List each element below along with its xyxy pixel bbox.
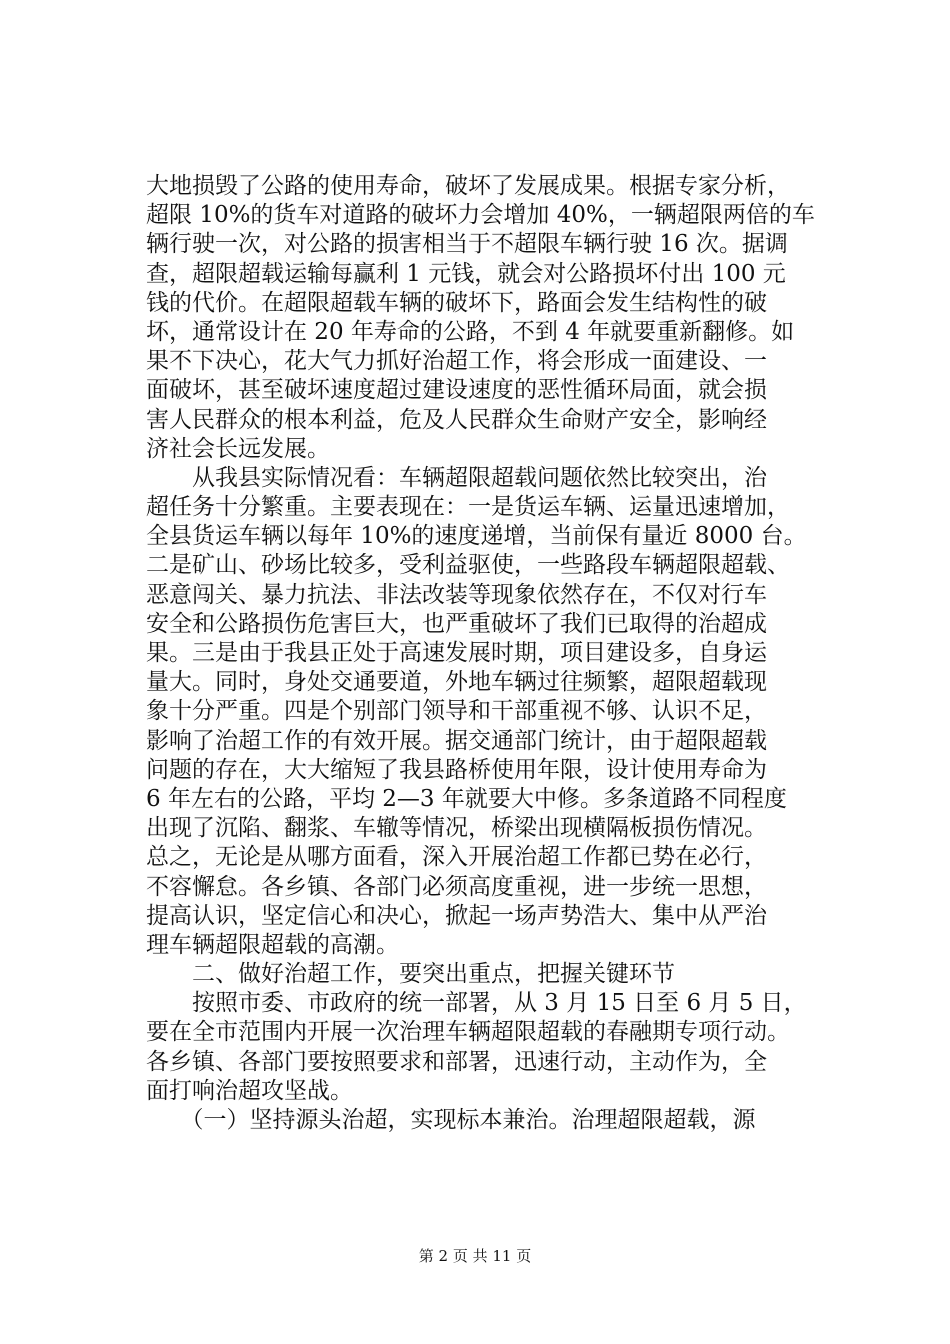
text-line: 6 年左右的公路，平均 2—3 年就要大中修。多条道路不同程度 (146, 785, 787, 812)
text-line: 影响了治超工作的有效开展。据交通部门统计，由于超限超载 (146, 727, 767, 754)
text-line: 果。三是由于我县正处于高速发展时期，项目建设多，自身运 (146, 640, 767, 666)
text-line: 总之，无论是从哪方面看，深入开展治超工作都已势在必行， (146, 844, 767, 871)
text-line: 按照市委、市政府的统一部署，从 3 月 15 日至 6 月 5 日， (146, 990, 807, 1017)
text-line: 坏，通常设计在 20 年寿命的公路，不到 4 年就要重新翻修。如 (146, 318, 795, 345)
text-line: 害人民群众的根本利益，危及人民群众生命财产安全，影响经 (146, 406, 767, 433)
text-line: 理车辆超限超载的高潮。 (146, 931, 399, 958)
text-line: 问题的存在，大大缩短了我县路桥使用年限，设计使用寿命为 (146, 756, 767, 783)
text-line: 济社会长远发展。 (146, 435, 330, 462)
text-line: 象十分严重。四是个别部门领导和干部重视不够、认识不足， (146, 698, 767, 725)
text-line: 面破坏，甚至破坏速度超过建设速度的恶性循环局面，就会损 (146, 377, 767, 404)
text-line: 各乡镇、各部门要按照要求和部署，迅速行动，主动作为，全 (146, 1048, 767, 1075)
text-line: 辆行驶一次，对公路的损害相当于不超限车辆行驶 16 次。据调 (146, 231, 788, 258)
text-line: 量大。同时，身处交通要道，外地车辆过往频繁，超限超载现 (146, 669, 767, 696)
text-line: 面打响治超攻坚战。 (146, 1077, 353, 1104)
section-heading: 二、做好治超工作，要突出重点，把握关键环节 (146, 961, 675, 988)
text-line: 超限 10%的货车对道路的破坏力会增加 40%，一辆超限两倍的车 (146, 202, 815, 229)
text-line: 安全和公路损伤危害巨大，也严重破坏了我们已取得的治超成 (146, 610, 767, 637)
text-line: 提高认识，坚定信心和决心，掀起一场声势浩大、集中从严治 (146, 902, 767, 929)
page-number-footer: 第 2 页 共 11 页 (418, 1247, 532, 1265)
text-line: 钱的代价。在超限超载车辆的破坏下，路面会发生结构性的破 (146, 289, 767, 316)
text-line: 全县货运车辆以每年 10%的速度递增，当前保有量近 8000 台。 (146, 523, 807, 550)
text-line: （一）坚持源头治超，实现标本兼治。治理超限超载，源 (146, 1107, 756, 1133)
text-line: 恶意闯关、暴力抗法、非法改装等现象依然存在，不仅对行车 (146, 581, 767, 608)
text-line: 超任务十分繁重。主要表现在：一是货运车辆、运量迅速增加， (146, 494, 790, 521)
document-body (146, 172, 836, 1135)
text-line: 不容懈怠。各乡镇、各部门必须高度重视，进一步统一思想， (146, 873, 767, 900)
text-line: 出现了沉陷、翻浆、车辙等情况，桥梁出现横隔板损伤情况。 (146, 815, 767, 842)
text-line: 二是矿山、砂场比较多，受利益驱使，一些路段车辆超限超载、 (146, 552, 790, 579)
text-line: 查，超限超载运输每赢利 1 元钱，就会对公路损坏付出 100 元 (146, 260, 786, 287)
text-line: 要在全市范围内开展一次治理车辆超限超载的春融期专项行动。 (146, 1019, 790, 1046)
text-line: 果不下决心，花大气力抓好治超工作，将会形成一面建设、一 (146, 348, 767, 375)
text-line: 大地损毁了公路的使用寿命，破坏了发展成果。根据专家分析， (146, 173, 790, 199)
text-line: 从我县实际情况看：车辆超限超载问题依然比较突出，治 (146, 464, 767, 491)
